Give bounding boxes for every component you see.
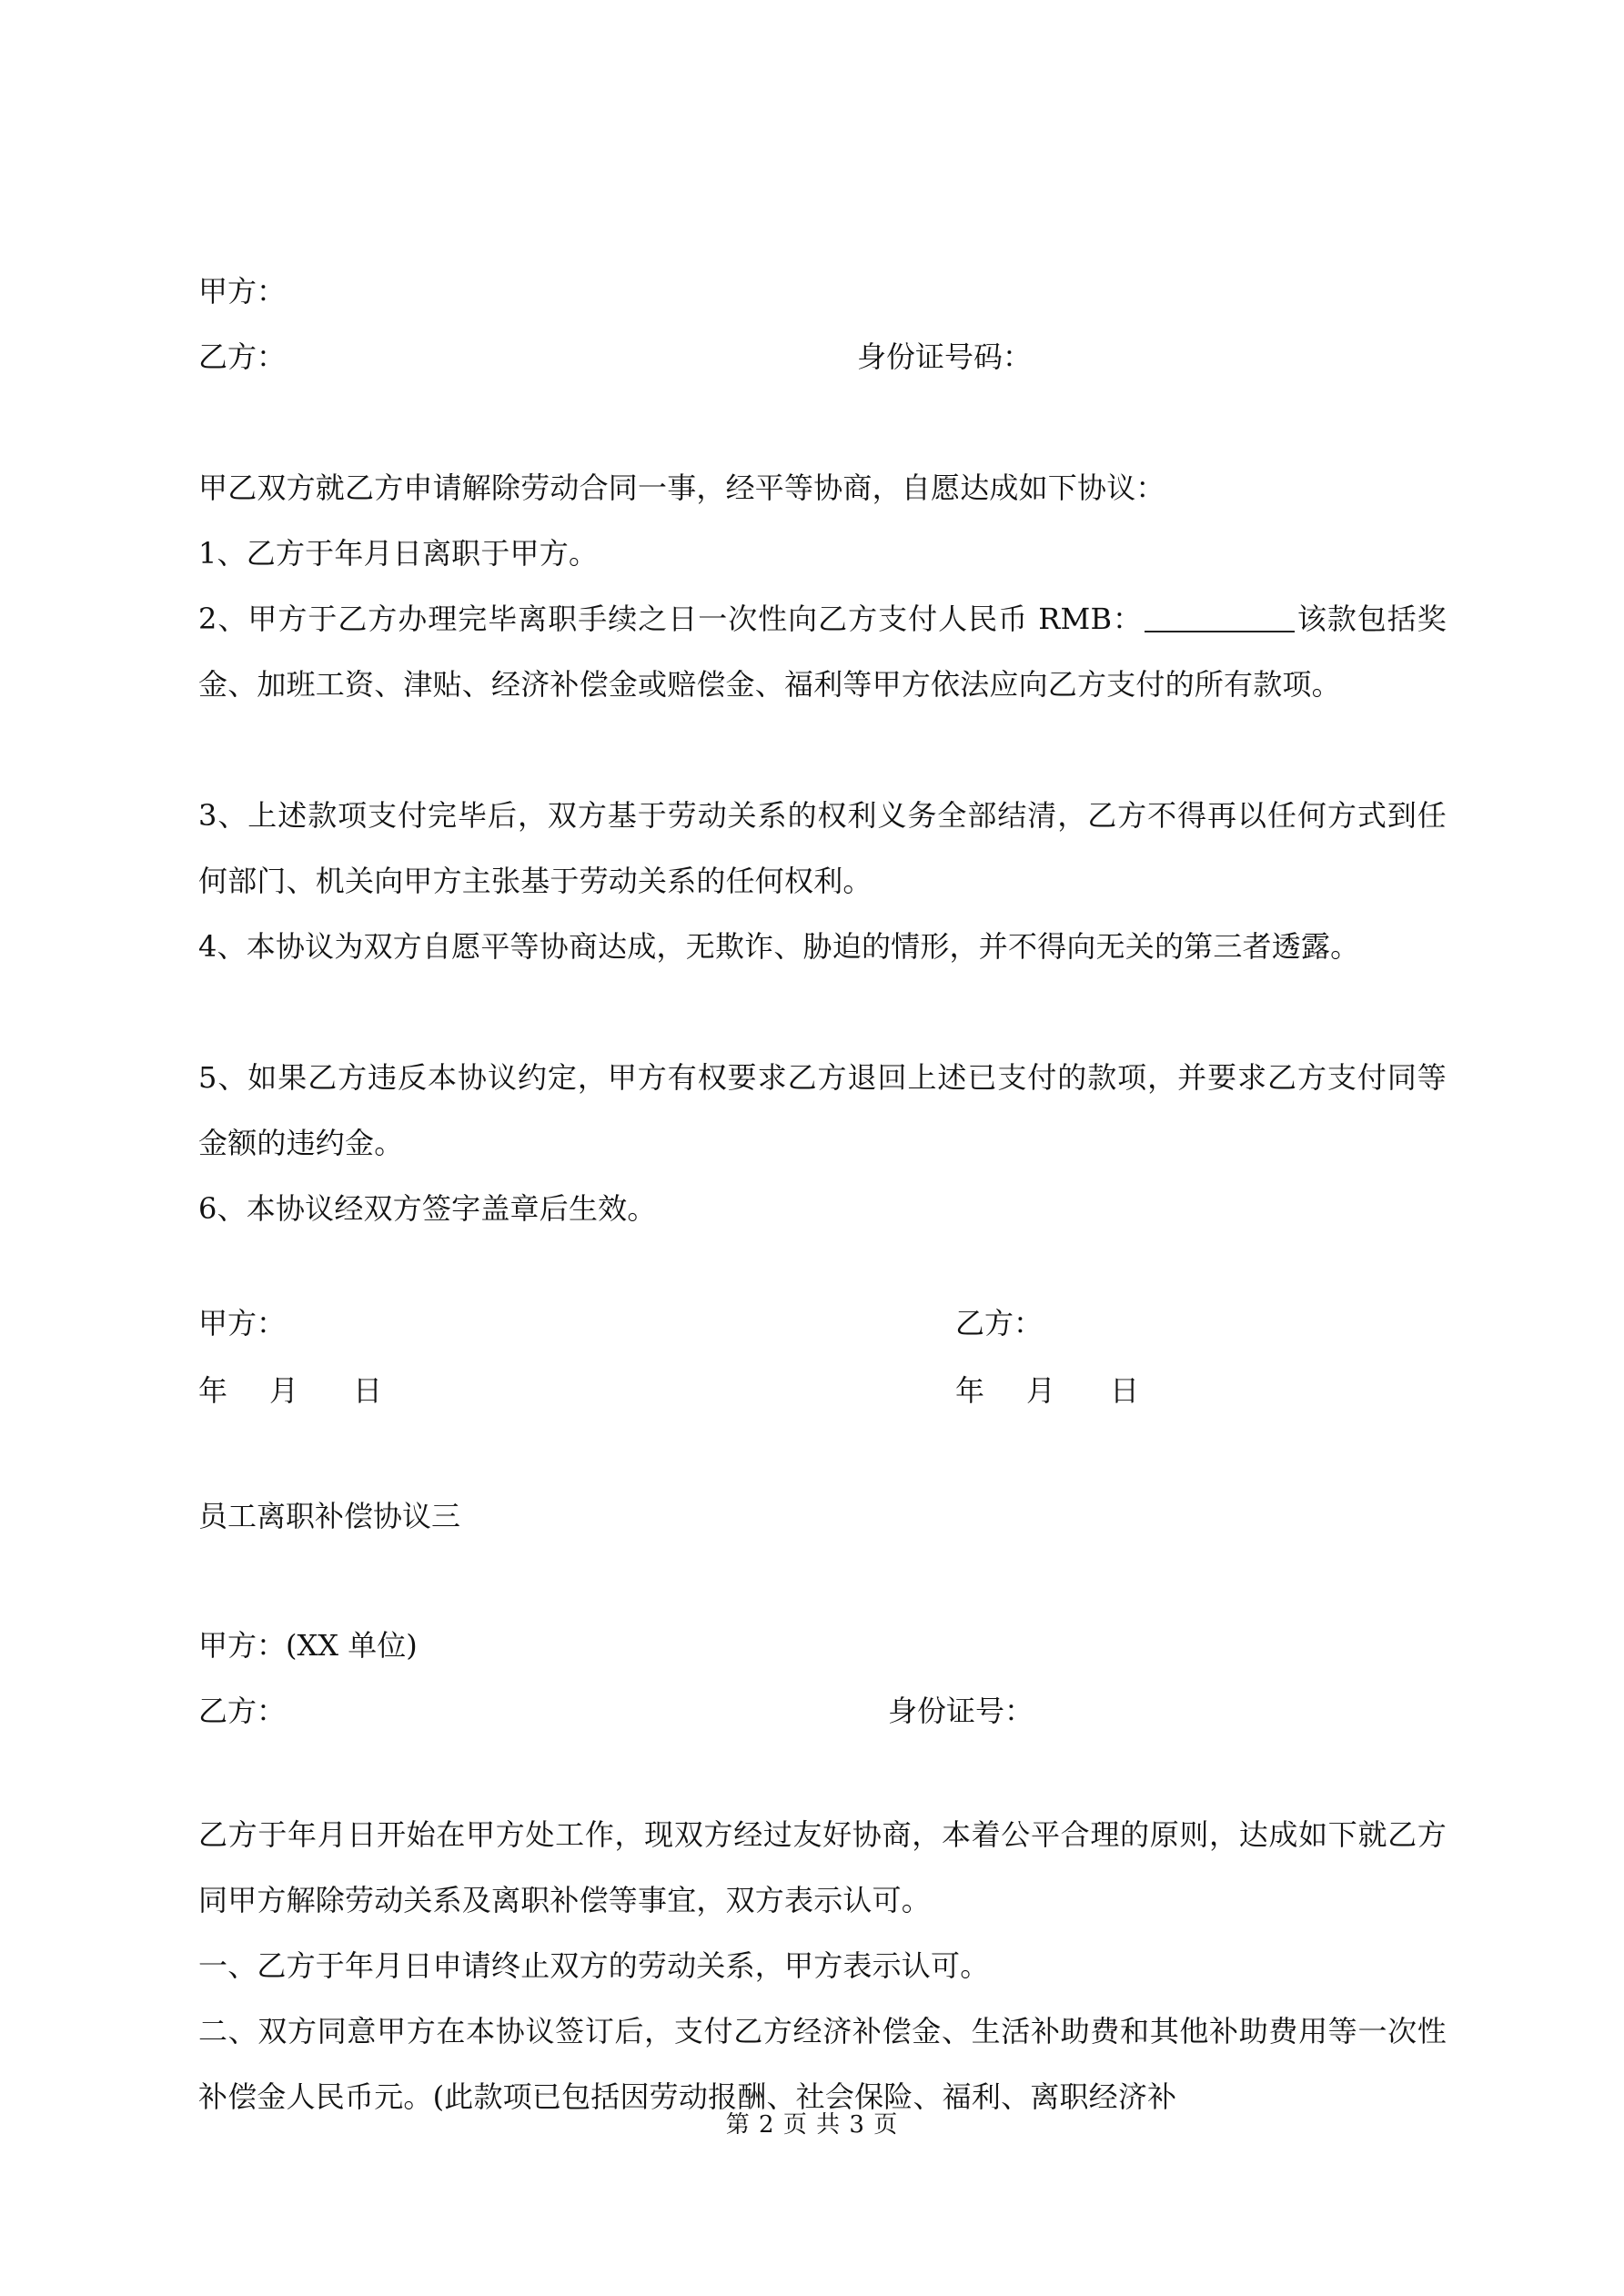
signature-party-b: 乙方：: [955, 1306, 1044, 1340]
signature-date-b: [955, 1372, 1139, 1409]
agreement-item-4: 4、本协议为双方自愿平等协商达成，无欺诈、胁迫的情形，并不得向无关的第三者透露。: [198, 929, 1360, 964]
section-b-intro: 乙方于年月日开始在甲方处工作，现双方经过友好协商，本着公平合理的原则，达成如下就乙方同甲方解除劳动关系及离职补偿等事宜，双方表示认可。: [198, 1817, 1447, 1917]
agreement-item-3: 3、上述款项支付完毕后，双方基于劳动关系的权利义务全部结清，乙方不得再以任何方式到任何部门、机关向甲方主张基于劳动关系的任何权利。: [198, 798, 1447, 898]
agreement-item-1: 1、乙方于年月日离职于甲方。: [198, 536, 599, 571]
agreement-item-5: 5、如果乙方违反本协议约定，甲方有权要求乙方退回上述已支付的款项，并要求乙方支付同等金额的违约金。: [198, 1060, 1447, 1160]
date-year: 年: [198, 1373, 228, 1408]
section-b-item-1: 一、乙方于年月日申请终止双方的劳动关系，甲方表示认可。: [198, 1948, 990, 1983]
amount-blank: [1145, 603, 1295, 632]
section-b-item-2: 二、双方同意甲方在本协议签订后，支付乙方经济补偿金、生活补助费和其他补助费用等一次性补偿金人民币元。(此款项已包括因劳动报酬、社会保险、福利、离职经济补: [198, 2014, 1447, 2114]
signature-date-a: [198, 1372, 1445, 1409]
agreement-item-2: [198, 586, 1447, 717]
section-b-party-b: 乙方：: [198, 1694, 287, 1728]
item-2-text-after: 该款包括奖金、加班工资、津贴、经济补偿金或赔偿金、福利等甲方依法应向乙方支付的所有款项。: [198, 602, 1447, 702]
date-day: 日: [1110, 1373, 1140, 1408]
page-footer: 第 2 页 共 3 页: [725, 2111, 899, 2139]
section-b-party-a: 甲方：(XX 单位): [198, 1628, 418, 1663]
date-month: 月: [269, 1373, 299, 1408]
party-b-label: 乙方：: [198, 339, 287, 374]
party-a-label: 甲方：: [198, 274, 287, 308]
section-b-id-label: 身份证号：: [888, 1694, 1034, 1728]
date-day: 日: [353, 1373, 383, 1408]
agreement-intro: 甲乙双方就乙方申请解除劳动合同一事，经平等协商，自愿达成如下协议：: [198, 470, 1165, 505]
section-b-title: 员工离职补偿协议三: [198, 1499, 461, 1533]
item-2-text-before: 2、甲方于乙方办理完毕离职手续之日一次性向乙方支付人民币 RMB：: [198, 602, 1144, 636]
id-number-label: 身份证号码：: [857, 339, 1033, 374]
agreement-item-6: 6、本协议经双方签字盖章后生效。: [198, 1191, 657, 1226]
signature-party-a: 甲方：: [198, 1306, 287, 1340]
date-year: 年: [955, 1373, 985, 1408]
date-month: 月: [1026, 1373, 1056, 1408]
